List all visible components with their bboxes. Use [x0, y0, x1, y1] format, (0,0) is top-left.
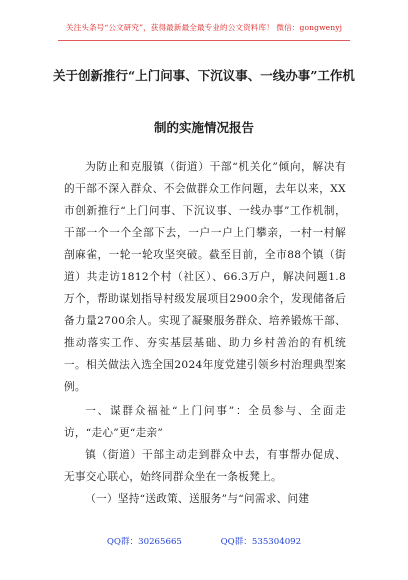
footer-qq-group-1: QQ群：30265665 [106, 537, 182, 547]
footer-qq-group-2: QQ群：535304092 [220, 537, 302, 547]
header-divider [58, 40, 350, 41]
header-notice: 关注头条号“公文研究”，获得最新最全最专业的公文资料库！ 微信：gongwenyj [65, 23, 343, 32]
document-body [64, 156, 346, 510]
document-title-line-2: 制的实施情况报告 [153, 120, 254, 135]
subsection-heading-1: （一）坚持“送政策、送服务”与“问需求、问建 [85, 493, 310, 505]
document-title-line-1: 关于创新推行“上门问事、下沉议事、一线办事”工作机 [53, 68, 355, 83]
section-heading-1: 一、谋群众福祉“上门问事”：全员参与、全面走访，“走心”更“走亲” [64, 405, 346, 439]
footer-contacts [0, 535, 408, 547]
body-paragraph-section-1: 镇（街道）干部主动走到群众中去，有事帮办促成、无事交心联心，始终同群众坐在一条板凳上。 [64, 449, 346, 483]
body-paragraph-intro: 为防止和克服镇（街道）干部“机关化”倾向，解决有的干部不深入群众、不会做群众工作问题，去年以来，XX市创新推行“上门问事、下沉议事、一线办事”工作机制，干部一个一个全部下去，一户一户上门攀亲，一村一村解剖麻雀，一轮一轮攻坚突破。截至目前，全市88个镇（街道）共走访1812个村（社区）、66.3万户，解决问题1.8万个，帮助谋划指导村级发展项目2900余个，发现储备后备力量2700余人。实现了凝聚服务群众、培养锻炼干部、推动落实工作、夯实基层基础、助力乡村善治的有机统一。相关做法入选全国2024年度党建引领乡村治理典型案例。 [64, 161, 346, 393]
